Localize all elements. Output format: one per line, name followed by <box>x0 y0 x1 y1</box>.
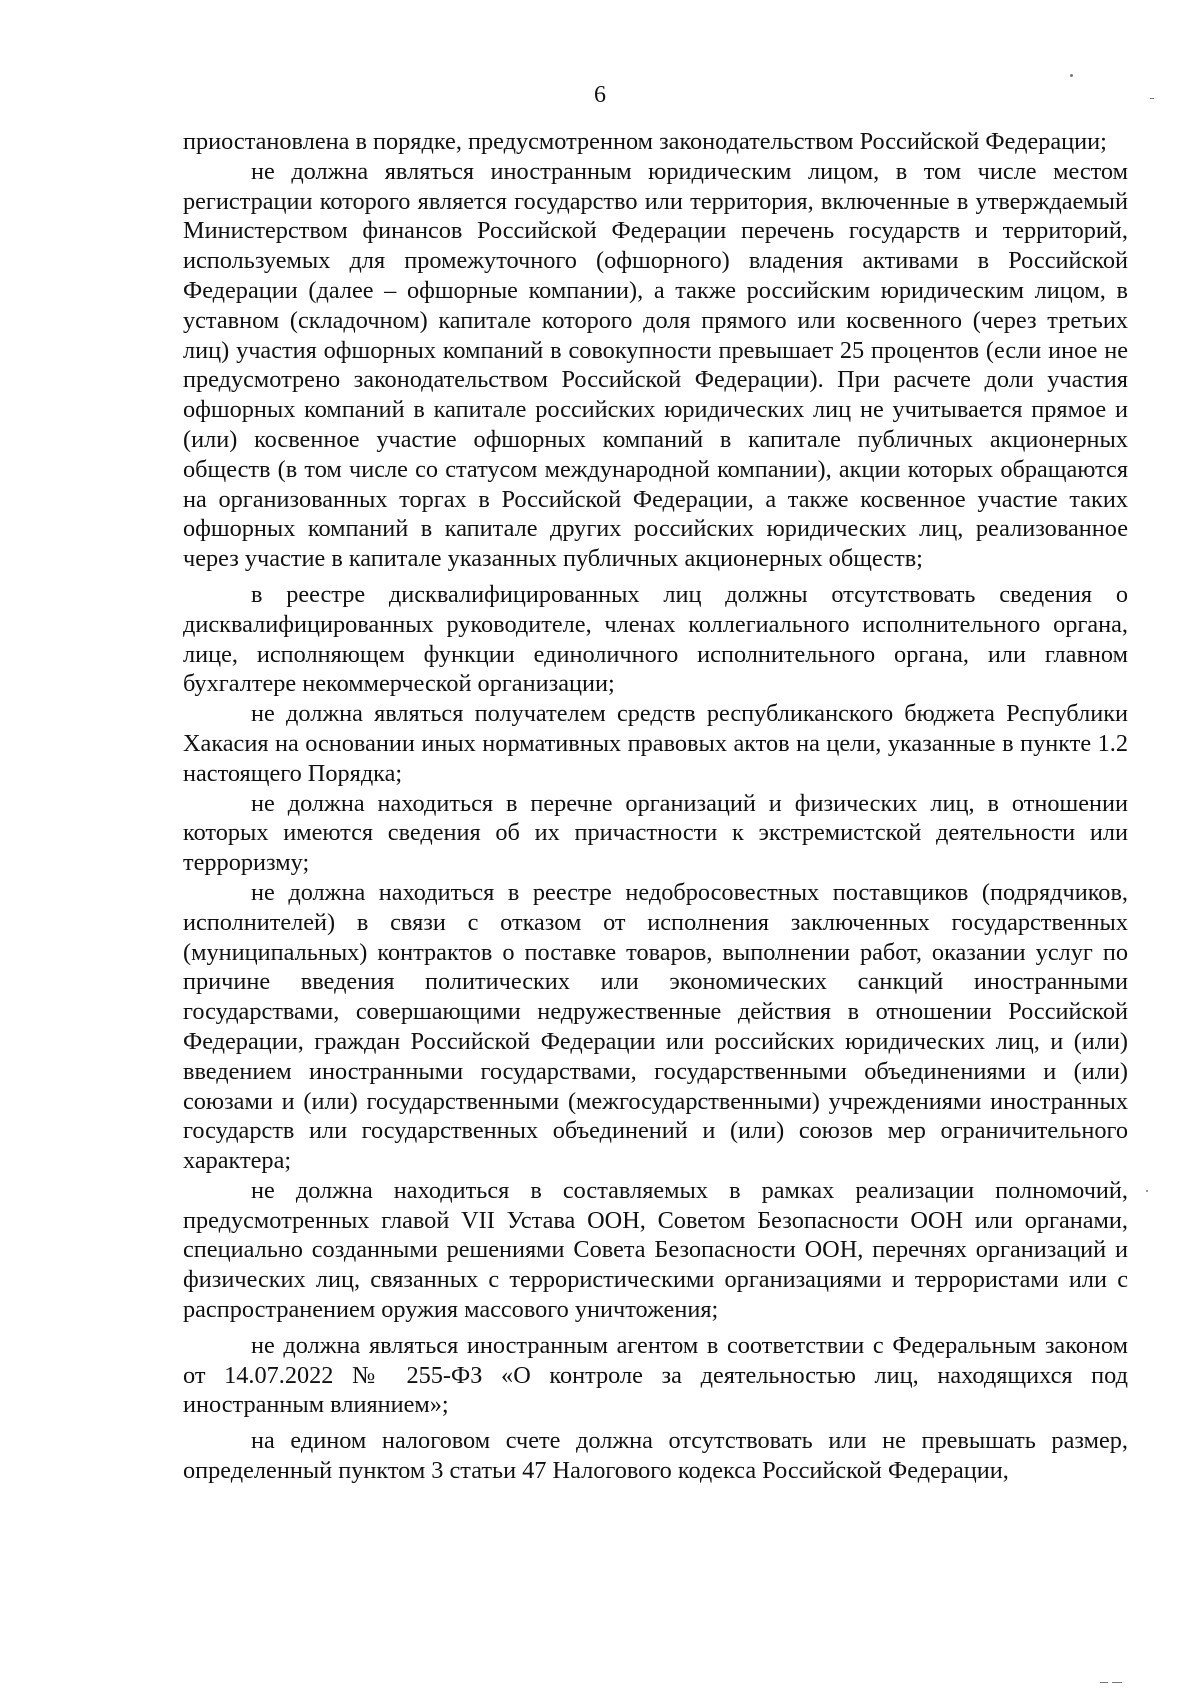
scan-speck <box>1070 74 1073 77</box>
scan-speck <box>1100 1682 1108 1683</box>
paragraph-1: приостановлена в порядке, предусмотренном законодательством Российской Федерации; <box>183 128 1107 155</box>
scan-speck <box>1150 98 1154 99</box>
paragraph-6: не должна находиться в реестре недобросовестных поставщиков (подрядчиков, исполнителей) в связи с отказом от исполнения заключенных государственных (муниципальных) контрактов о поставке товаров, выполнении работ, оказании услуг по причине введения политических или экономических санкций иностранными государствами, совершающими недружественные действия в отношении Российской Федерации, граждан Российской Федерации или российских юридических лиц, и (или) введением иностранными государствами, государственными объединениями и (или) союзами и (или) государственными (межгосударственными) учреждениями иностранных государств или государственных объединений и (или) союзов мер ограничительного характера; <box>183 878 1128 1175</box>
paragraph-8: не должна являться иностранным агентом в соответствии с Федеральным законом от 14.07.2022 № 255-ФЗ «О контроле за деятельностью лиц, находящихся под иностранным влиянием»; <box>183 1331 1128 1419</box>
paragraph-7: не должна находиться в составляемых в рамках реализации полномочий, предусмотренных главой VII Устава ООН, Советом Безопасности ООН или органами, специально созданными решениями Совета Безопасности ООН, перечнях организаций и физических лиц, связанных с террористическими организациями и террористами или с распространением оружия массового уничтожения; <box>183 1176 1128 1324</box>
scan-speck <box>1146 1190 1148 1192</box>
page-number: 6 <box>594 82 606 108</box>
document-body <box>183 127 1128 1486</box>
scan-speck <box>1112 1682 1122 1683</box>
paragraph-4: не должна являться получателем средств республиканского бюджета Республики Хакасия на основании иных нормативных правовых актов на цели, указанные в пункте 1.2 настоящего Порядка; <box>183 700 1128 787</box>
paragraph-2: не должна являться иностранным юридическим лицом, в том числе местом регистрации которого является государство или территория, включенные в утверждаемый Министерством финансов Российской Федерации перечень государств и территорий, используемых для промежуточного (офшорного) владения активами в Российской Федерации (далее – офшорные компании), а также российским юридическим лицом, в уставном (складочном) капитале которого доля прямого или косвенного (через третьих лиц) участия офшорных компаний в совокупности превышает 25 процентов (если иное не предусмотрено законодательством Российской Федерации). При расчете доли участия офшорных компаний в капитале российских юридических лиц не учитывается прямое и (или) косвенное участие офшорных компаний в капитале публичных акционерных обществ (в том числе со статусом международной компании), акции которых обращаются на организованных торгах в Российской Федерации, а также косвенное участие таких офшорных компаний в капитале других российских юридических лиц, реализованное через участие в капитале указанных публичных акционерных обществ; <box>183 157 1128 573</box>
paragraph-5: не должна находиться в перечне организаций и физических лиц, в отношении которых имеются сведения об их причастности к экстремистской деятельности или терроризму; <box>183 789 1128 877</box>
paragraph-3: в реестре дисквалифицированных лиц должны отсутствовать сведения о дисквалифицированных руководителе, членах коллегиального исполнительного органа, лице, исполняющем функции единоличного исполнительного органа, или главном бухгалтере некоммерческой организации; <box>183 580 1128 698</box>
paragraph-9: на едином налоговом счете должна отсутствовать или не превышать размер, определенный пунктом 3 статьи 47 Налогового кодекса Российской Федерации, <box>183 1427 1128 1485</box>
